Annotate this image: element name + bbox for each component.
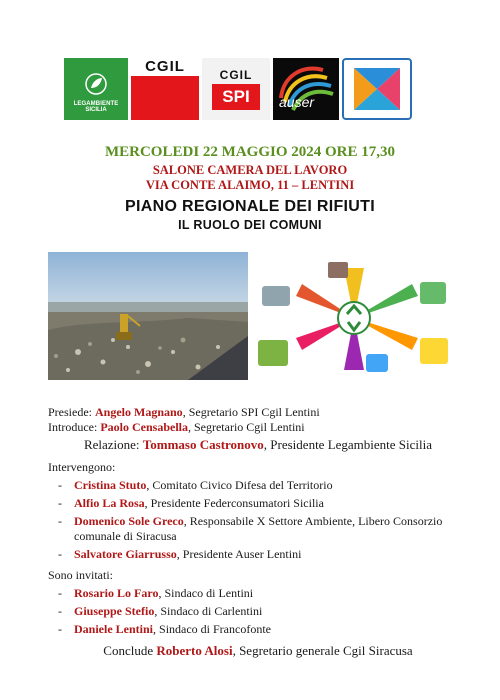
event-title: PIANO REGIONALE DEI RIFIUTI: [125, 198, 375, 215]
relazione-line: Relazione: Tommaso Castronovo, Presidente Legambiente Sicilia: [83, 437, 433, 452]
spi-logo-box-text: SPI: [212, 84, 260, 110]
cgil-logo-text: CGIL: [145, 58, 185, 75]
introduce-name: Paolo Censabella: [100, 420, 188, 434]
invitati-heading: Sono invitati:: [48, 568, 114, 582]
program-section: [48, 405, 468, 658]
cgil-logo: [131, 58, 199, 120]
landfill-photo: [48, 252, 248, 380]
cgil-red-block: [131, 76, 199, 120]
event-subtitle: IL RUOLO DEI COMUNI: [178, 218, 322, 232]
list-item: - Salvatore Giarrusso, Presidente Auser Lentini: [48, 547, 468, 562]
list-item: - Rosario Lo Faro, Sindaco di Lentini: [48, 586, 468, 601]
conclude-name: Roberto Alosi: [156, 643, 233, 658]
logo-bar: [64, 58, 436, 120]
leaf-icon: [85, 73, 107, 95]
presiede-line: Presiede: Angelo Magnano, Segretario SPI Cgil Lentini: [48, 405, 320, 419]
spi-logo: [202, 58, 270, 120]
list-item: - Alfio La Rosa, Presidente Federconsumatori Sicilia: [48, 496, 468, 511]
conclude-line: Conclude Roberto Alosi, Segretario generale Cgil Siracusa: [103, 643, 413, 658]
list-item: - Giuseppe Stefio, Sindaco di Carlentini: [48, 604, 468, 619]
auser-logo-text: auser: [279, 94, 315, 110]
list-item: - Cristina Stuto, Comitato Civico Difesa del Territorio: [48, 478, 468, 493]
recycle-icon: [256, 258, 452, 378]
legambiente-logo: [64, 58, 128, 120]
event-date: MERCOLEDI 22 MAGGIO 2024 ORE 17,30: [104, 144, 395, 160]
legambiente-text: LEGAMBIENTE: [73, 101, 119, 108]
event-venue: SALONE CAMERA DEL LAVORO: [152, 163, 348, 177]
presiede-name: Angelo Magnano: [95, 405, 183, 419]
legambiente-region-text: SICILIA: [85, 107, 107, 114]
x-shape-icon: [344, 60, 410, 118]
x-colored-logo: [342, 58, 412, 120]
intervengono-heading: Intervengono:: [48, 460, 116, 474]
landfill-illustration: [48, 252, 248, 380]
invitati-list: [48, 586, 468, 637]
introduce-line: Introduce: Paolo Censabella, Segretario Cgil Lentini: [48, 420, 305, 434]
event-address: VIA CONTE ALAIMO, 11 – LENTINI: [145, 178, 355, 192]
relazione-name: Tommaso Castronovo: [142, 437, 264, 452]
list-item: - Domenico Sole Greco, Responsabile X Settore Ambiente, Libero Consorzio comunale di Siracusa: [48, 514, 468, 544]
intervengono-list: [48, 478, 468, 562]
spi-logo-top-text: CGIL: [219, 68, 253, 82]
list-item: - Daniele Lentini, Sindaco di Francofonte: [48, 622, 468, 637]
recycling-cycle-illustration: [256, 258, 452, 378]
auser-swirl-icon: [273, 58, 339, 120]
auser-logo: [273, 58, 339, 120]
